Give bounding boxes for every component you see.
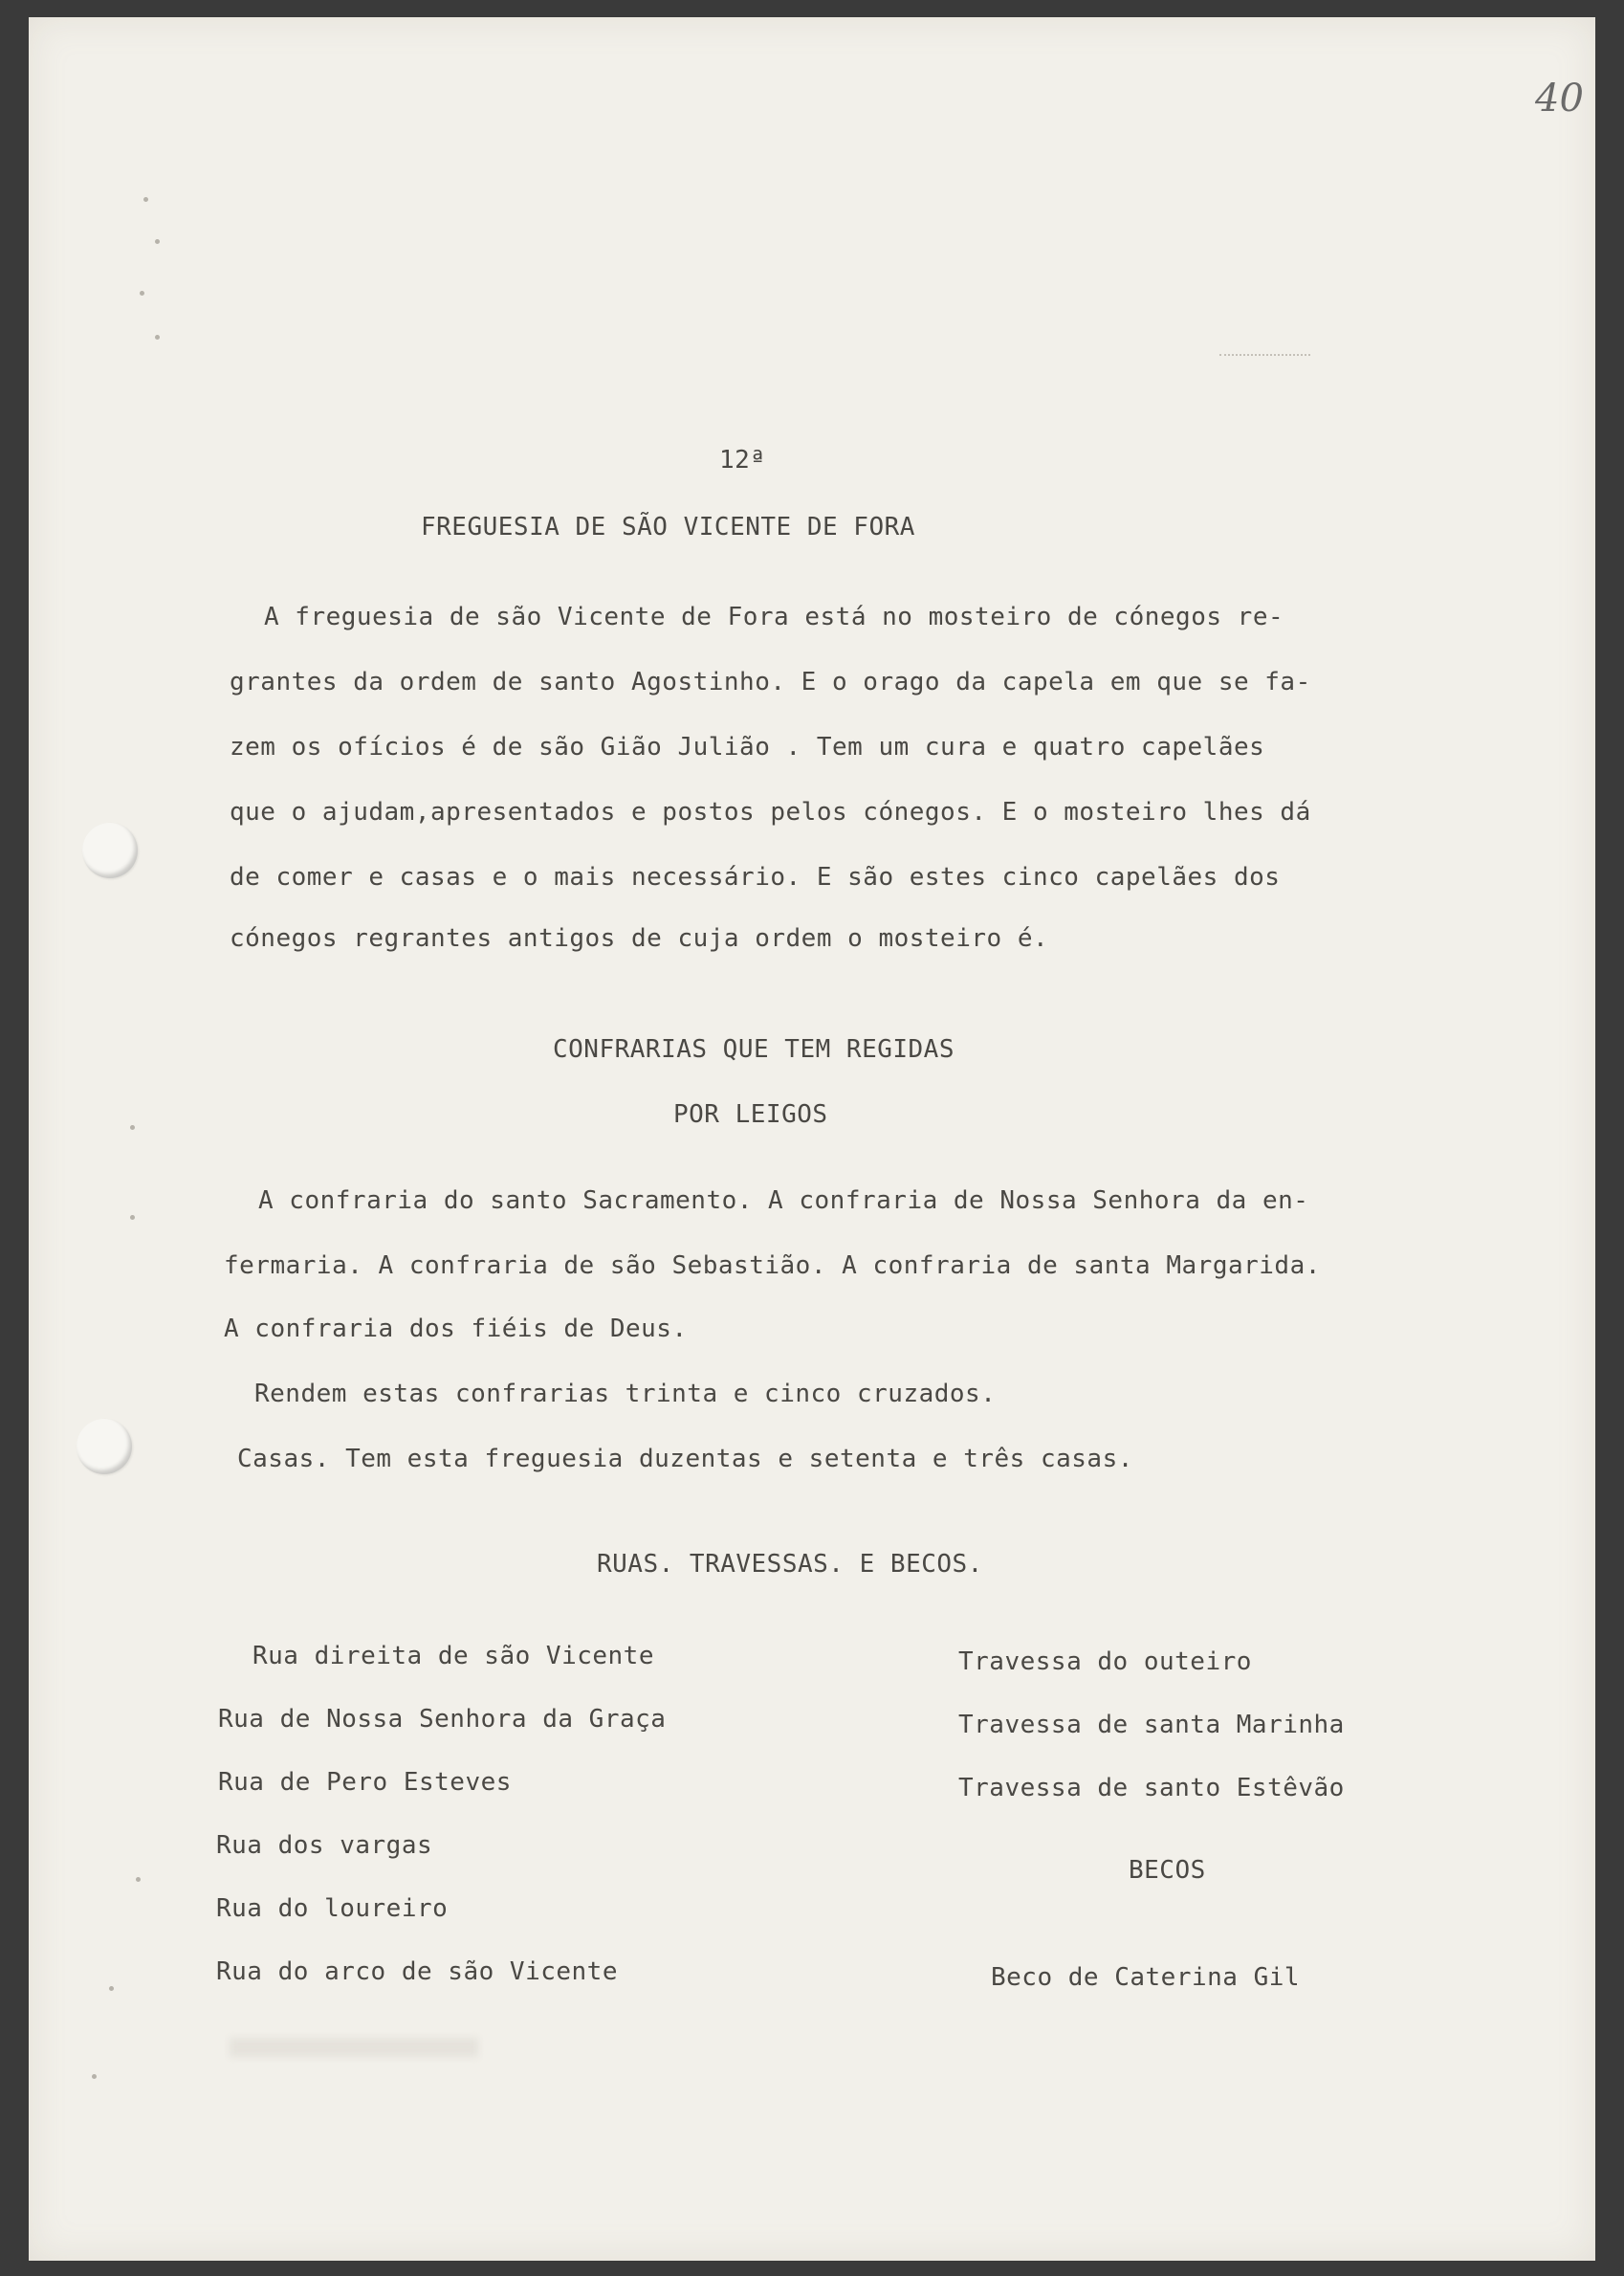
folio-number: 40 xyxy=(1535,77,1584,121)
rendem-line: Rendem estas confrarias trinta e cinco cruzados. xyxy=(254,1380,997,1408)
paper-speck xyxy=(155,335,160,340)
intro-line: grantes da ordem de santo Agostinho. E o orago da capela em que se fa- xyxy=(230,668,1311,696)
confrarias-line: fermaria. A confraria de são Sebastião. A confraria de santa Margarida. xyxy=(224,1251,1321,1280)
travessa-item: Travessa do outeiro xyxy=(958,1647,1252,1676)
intro-line: cónegos regrantes antigos de cuja ordem o mosteiro é. xyxy=(230,924,1049,953)
faint-mark xyxy=(1219,354,1310,356)
travessa-item: Travessa de santa Marinha xyxy=(958,1711,1345,1739)
paper-speck xyxy=(92,2074,97,2079)
intro-line: zem os ofícios é de são Gião Julião . Tem um cura e quatro capelães xyxy=(230,733,1265,762)
paper-speck xyxy=(155,239,160,244)
confrarias-heading: CONFRARIAS QUE TEM REGIDAS xyxy=(553,1035,955,1064)
streets-heading: RUAS. TRAVESSAS. E BECOS. xyxy=(597,1550,983,1579)
rua-item: Rua de Pero Esteves xyxy=(218,1768,512,1797)
rua-item: Rua do loureiro xyxy=(216,1894,449,1923)
travessa-item: Travessa de santo Estêvão xyxy=(958,1774,1345,1802)
intro-line: A freguesia de são Vicente de Fora está no mosteiro de cónegos re- xyxy=(264,603,1284,631)
punch-hole xyxy=(77,1419,132,1474)
faded-text-trace xyxy=(230,2038,478,2057)
rua-item: Rua do arco de são Vicente xyxy=(216,1957,618,1986)
paper-speck xyxy=(109,1986,114,1991)
confrarias-line: A confraria dos fiéis de Deus. xyxy=(224,1315,688,1343)
intro-line: que o ajudam,apresentados e postos pelos cónegos. E o mosteiro lhes dá xyxy=(230,798,1311,827)
becos-heading: BECOS xyxy=(1129,1856,1206,1885)
paper-speck xyxy=(143,197,148,202)
paper-speck xyxy=(136,1877,141,1882)
confrarias-line: A confraria do santo Sacramento. A confraria de Nossa Senhora da en- xyxy=(258,1186,1309,1215)
paper-speck xyxy=(140,291,144,296)
intro-line: de comer e casas e o mais necessário. E são estes cinco capelães dos xyxy=(230,863,1281,892)
paper-speck xyxy=(130,1125,135,1130)
casas-line: Casas. Tem esta freguesia duzentas e setenta e três casas. xyxy=(237,1445,1133,1473)
page-title: FREGUESIA DE SÃO VICENTE DE FORA xyxy=(421,513,915,541)
paper-speck xyxy=(130,1215,135,1220)
rua-item: Rua dos vargas xyxy=(216,1831,433,1860)
section-number: 12ª xyxy=(719,446,766,475)
beco-item: Beco de Caterina Gil xyxy=(991,1963,1301,1992)
rua-item: Rua direita de são Vicente xyxy=(252,1642,654,1670)
punch-hole xyxy=(82,823,138,878)
document-page xyxy=(29,17,1595,2261)
confrarias-subheading: POR LEIGOS xyxy=(673,1100,828,1129)
rua-item: Rua de Nossa Senhora da Graça xyxy=(218,1705,667,1734)
